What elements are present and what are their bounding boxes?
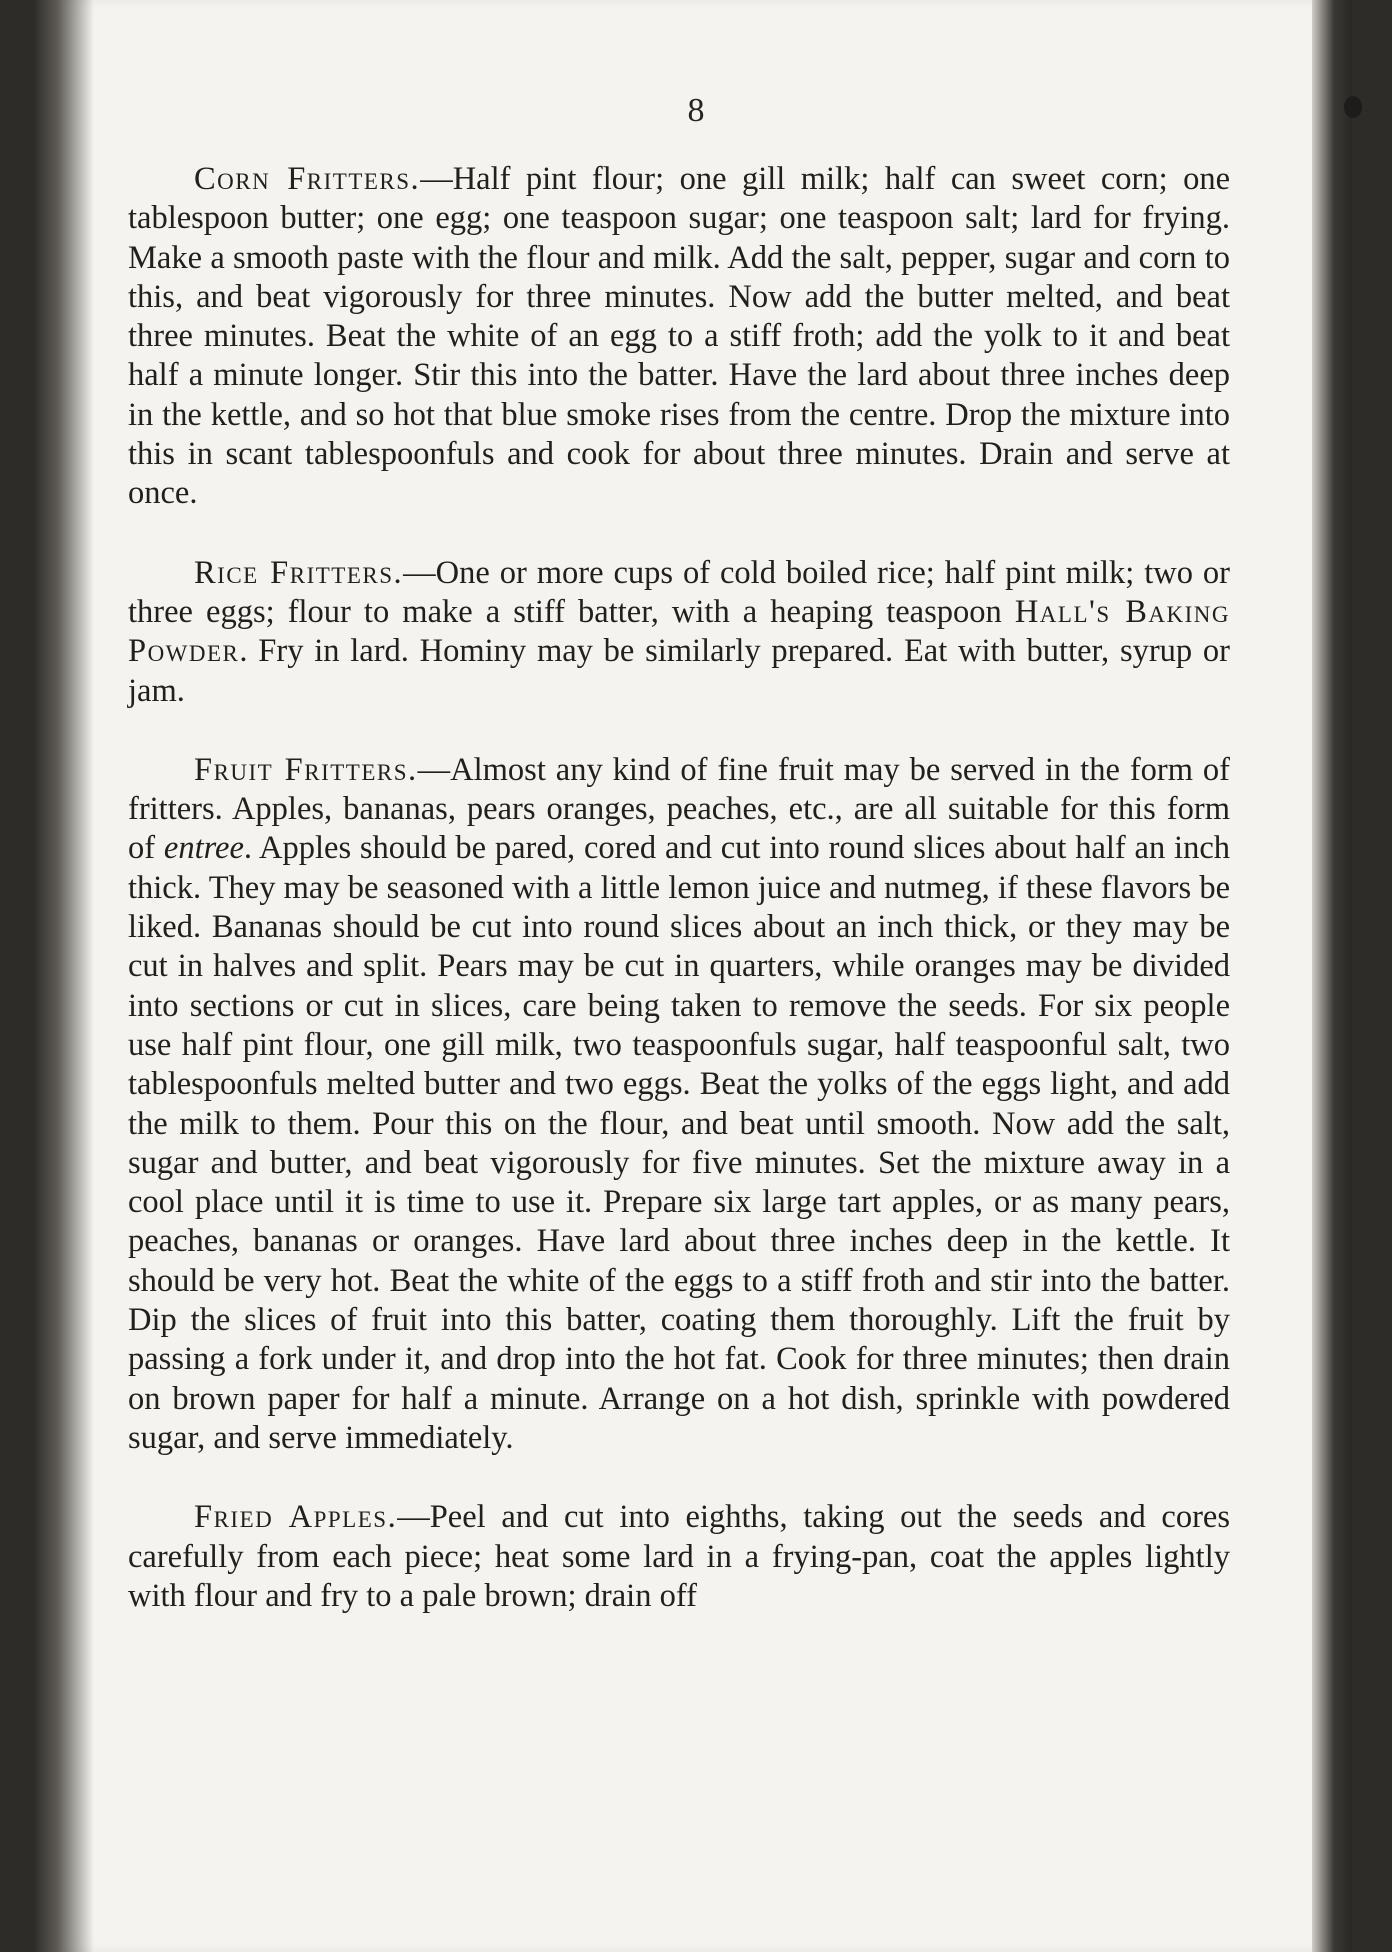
recipe-body-continued: . Fry in lard. Hominy may be similarly prepared. Eat with butter, syrup or jam. <box>128 633 1230 709</box>
recipe-text-column <box>128 160 1230 1656</box>
recipe-body-continued: . Apples should be pared, cored and cut into round slices about half an inch thick. They may be seasoned with a little lemon juice and nutmeg, if these flavors be liked. Bananas should be cut into round slices about an inch thick, or they may be cut in halves and split. Pears may be cut in quarters, while oranges may be divided into sections or cut in slices, care being taken to remove the seeds. For six people use half pint flour, one gill milk, two teaspoonfuls sugar, half teaspoonful salt, two tablespoonfuls melted butter and two eggs. Beat the yolks of the eggs light, and add the milk to them. Pour this on the flour, and beat until smooth. Now add the salt, sugar and butter, and beat vigorously for five minutes. Set the mixture away in a cool place until it is time to use it. Prepare six large tart apples, or as many pears, peaches, bananas or oranges. Have lard about three inches deep in the kettle. It should be very hot. Beat the white of the eggs to a stiff froth and stir into the batter. Dip the slices of fruit into this batter, coating them thoroughly. Lift the fruit by passing a fork under it, and drop into the hot fat. Cook for three minutes; then drain on brown paper for half a minute. Arrange on a hot dish, sprinkle with powdered sugar, and serve immediately. <box>128 830 1230 1456</box>
italic-term: entree <box>163 830 244 867</box>
page-right-edge <box>1312 0 1352 1952</box>
recipe-body: —One or more cups of cold boiled rice; half pint milk; two or three eggs; flour to make a stiff batter, with a heaping teaspoon <box>128 554 1230 630</box>
recipe-rice-fritters <box>128 554 1230 711</box>
recipe-title: Rice Fritters. <box>194 554 404 591</box>
spine-shadow <box>34 0 94 1952</box>
recipe-fried-apples <box>128 1498 1230 1616</box>
recipe-title: Corn Fritters. <box>194 161 421 197</box>
recipe-title: Fruit Fritters. <box>194 751 418 788</box>
recipe-corn-fritters <box>128 160 1230 514</box>
recipe-body: —Almost any kind of fine fruit may be served in the form of fritters. Apples, bananas, pears oranges, peaches, etc., are all suitable for this form of <box>128 751 1230 867</box>
page-number: 8 <box>687 92 705 129</box>
recipe-fruit-fritters <box>128 751 1230 1458</box>
brand-name: Hall's Baking Powder <box>128 593 1230 670</box>
recipe-title: Fried Apples. <box>194 1499 398 1536</box>
recipe-body: —Half pint flour; one gill milk; half can sweet corn; one tablespoon butter; one egg; one teaspoon sugar; one teaspoon salt; lard for frying. Make a smooth paste with the flour and milk. Add the salt, pepper, sugar and corn to this, and beat vigorously for three minutes. Now add the butter melted, and beat three minutes. Beat the white of an egg to a stiff froth; add the yolk to it and beat half a minute longer. Stir this into the batter. Have the lard about three inches deep in the kettle, and so hot that blue smoke rises from the centre. Drop the mixture into this in scant tablespoonfuls and cook for about three minutes. Drain and serve at once. <box>128 161 1230 512</box>
recipe-body: —Peel and cut into eighths, taking out the seeds and cores carefully from each piece; heat some lard in a frying-pan, coat the apples lightly with flour and fry to a pale brown; drain off <box>128 1499 1231 1614</box>
